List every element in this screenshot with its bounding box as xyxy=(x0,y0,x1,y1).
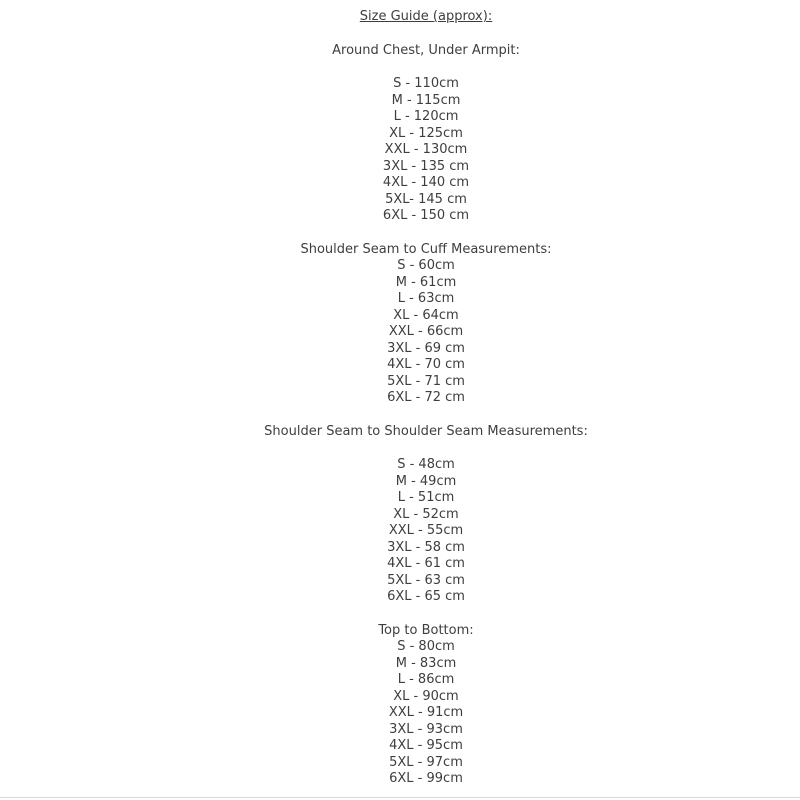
size-row: L - 86cm xyxy=(397,672,455,687)
size-row: XL - 90cm xyxy=(393,688,459,704)
bottom-divider xyxy=(0,797,800,798)
section-heading-seam-to-cuff: Shoulder Seam to Cuff Measurements: xyxy=(300,241,552,257)
size-row: 5XL- 145 cm xyxy=(385,191,467,207)
size-row: 4XL - 61 cm xyxy=(387,556,465,571)
size-row: 6XL - 150 cm xyxy=(382,208,470,223)
size-row: L - 63cm xyxy=(397,291,455,306)
size-row: XL - 64cm xyxy=(393,307,459,323)
size-row: 4XL - 70 cm xyxy=(387,357,465,372)
size-row: M - 83cm xyxy=(395,655,457,671)
size-guide xyxy=(52,0,800,788)
section-rows-seam-to-seam xyxy=(52,457,800,606)
size-row: 3XL - 58 cm xyxy=(387,539,465,555)
size-row: M - 61cm xyxy=(395,274,457,290)
size-row: XXL - 91cm xyxy=(388,705,464,720)
size-row: S - 48cm xyxy=(397,457,455,472)
size-row: XXL - 66cm xyxy=(388,324,464,339)
size-row: S - 110cm xyxy=(393,76,459,91)
size-row: L - 120cm xyxy=(393,109,459,124)
size-row: 6XL - 65 cm xyxy=(387,589,465,604)
size-row: XXL - 55cm xyxy=(388,523,464,538)
size-row: M - 115cm xyxy=(391,92,461,108)
size-row: XL - 125cm xyxy=(389,125,463,141)
section-rows-around-chest xyxy=(52,76,800,225)
size-row: S - 60cm xyxy=(397,258,455,273)
size-row: 3XL - 69 cm xyxy=(387,340,465,356)
size-row: 6XL - 99cm xyxy=(389,771,463,786)
size-row: 4XL - 140 cm xyxy=(382,175,470,190)
section-heading-around-chest: Around Chest, Under Armpit: xyxy=(332,42,520,58)
size-row: XXL - 130cm xyxy=(384,142,468,157)
size-row: 5XL - 63 cm xyxy=(387,572,465,588)
size-row: M - 49cm xyxy=(395,473,457,489)
section-seam-to-cuff xyxy=(52,242,800,407)
size-row: 6XL - 72 cm xyxy=(387,390,465,405)
size-row: XL - 52cm xyxy=(393,506,459,522)
size-row: 5XL - 97cm xyxy=(389,754,463,770)
page-title-text: Size Guide (approx): xyxy=(359,9,493,24)
size-row: 3XL - 93cm xyxy=(389,721,463,737)
section-heading-seam-to-seam: Shoulder Seam to Shoulder Seam Measurements: xyxy=(264,423,588,439)
size-row: 4XL - 95cm xyxy=(389,738,463,753)
section-top-to-bottom xyxy=(52,623,800,788)
size-row: L - 51cm xyxy=(397,490,455,505)
section-heading-top-to-bottom: Top to Bottom: xyxy=(378,622,474,638)
size-row: S - 80cm xyxy=(397,639,455,654)
page-title xyxy=(52,9,800,26)
size-row: 5XL - 71 cm xyxy=(387,373,465,389)
size-row: 3XL - 135 cm xyxy=(382,158,470,174)
